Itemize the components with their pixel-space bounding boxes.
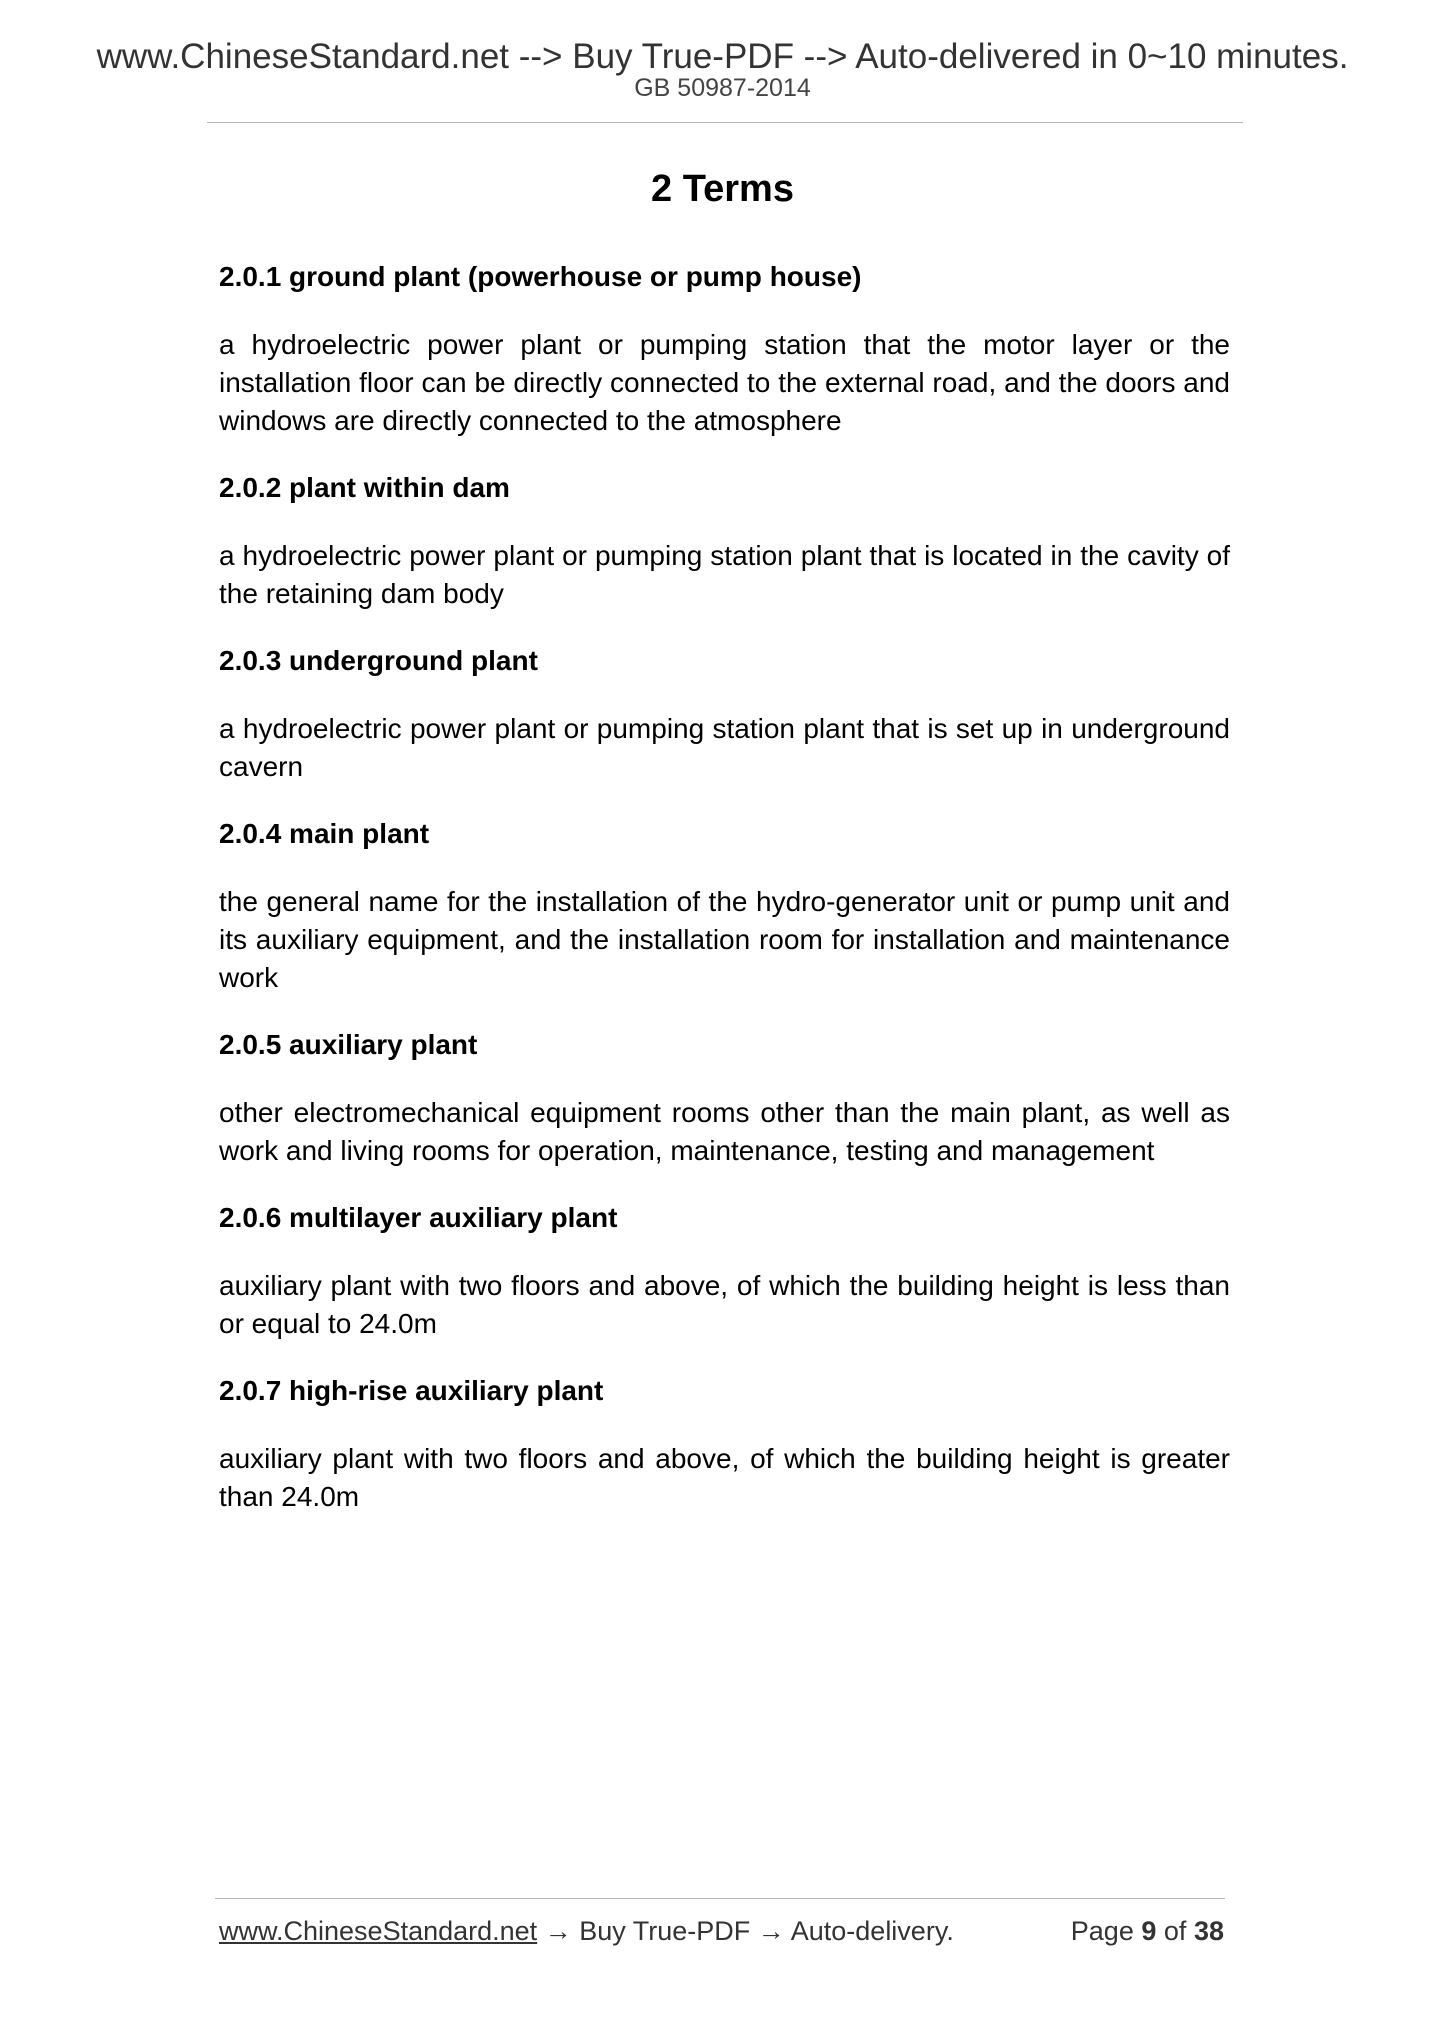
term-definition: other electromechanical equipment rooms other than the main plant, as well as work and living rooms for operation, maintenance, testing and management xyxy=(219,1097,1230,1166)
footer-promo-text: → Buy True-PDF → Auto-delivery. xyxy=(537,1916,954,1946)
term-definition: a hydroelectric power plant or pumping station that the motor layer or the installation floor can be directly connected to the external road, and the doors and windows are directly connected to the atmosphere xyxy=(219,329,1230,436)
term-heading: 2.0.7 high-rise auxiliary plant xyxy=(219,1375,604,1406)
term-2-0-3 xyxy=(219,642,1230,786)
term-2-0-4 xyxy=(219,815,1230,997)
term-2-0-2 xyxy=(219,469,1230,613)
term-2-0-1 xyxy=(219,258,1230,440)
term-heading: 2.0.3 underground plant xyxy=(219,645,538,676)
term-heading: 2.0.1 ground plant (powerhouse or pump house) xyxy=(219,261,862,292)
terms-content xyxy=(219,258,1230,1545)
footer-site-link[interactable]: www.ChineseStandard.net xyxy=(219,1916,538,1946)
top-banner: www.ChineseStandard.net --> Buy True-PDF --> Auto-delivered in 0~10 minutes. xyxy=(96,37,1349,76)
term-heading: 2.0.6 multilayer auxiliary plant xyxy=(219,1202,618,1233)
term-heading: 2.0.4 main plant xyxy=(219,818,430,849)
footer-divider xyxy=(215,1898,1225,1899)
page-label: Page xyxy=(1070,1916,1134,1946)
page-indicator xyxy=(1071,1914,1224,1948)
term-definition: a hydroelectric power plant or pumping station plant that is located in the cavity of the retaining dam body xyxy=(219,540,1230,609)
document-code: GB 50987-2014 xyxy=(634,74,811,102)
term-2-0-6 xyxy=(219,1199,1230,1343)
header-divider xyxy=(207,122,1243,123)
term-definition: auxiliary plant with two floors and above, of which the building height is greater than 24.0m xyxy=(219,1443,1230,1512)
term-definition: the general name for the installation of the hydro-generator unit or pump unit and its auxiliary equipment, and the installation room for installation and maintenance work xyxy=(219,886,1230,993)
term-definition: a hydroelectric power plant or pumping station plant that is set up in underground cavern xyxy=(219,713,1230,782)
current-page-number: 9 xyxy=(1141,1916,1157,1946)
term-definition: auxiliary plant with two floors and above, of which the building height is less than or equal to 24.0m xyxy=(219,1270,1230,1339)
term-heading: 2.0.2 plant within dam xyxy=(219,472,510,503)
of-label: of xyxy=(1163,1916,1187,1946)
term-heading: 2.0.5 auxiliary plant xyxy=(219,1029,478,1060)
footer-promo xyxy=(219,1914,954,1948)
chapter-title: 2 Terms xyxy=(651,168,794,210)
term-2-0-5 xyxy=(219,1026,1230,1170)
total-pages: 38 xyxy=(1193,1916,1224,1946)
term-2-0-7 xyxy=(219,1372,1230,1516)
